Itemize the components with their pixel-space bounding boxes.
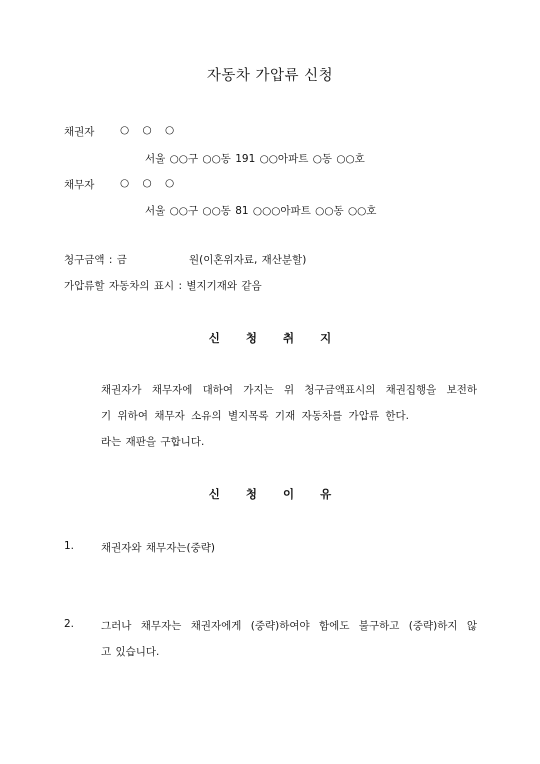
claim-amount-value: 원(이혼위자료, 재산분할) [189, 254, 307, 266]
purpose-line-1: 채권자가 채무자에 대하여 가지는 위 청구금액표시의 채권집행을 보전하 [101, 384, 477, 396]
creditor-address: 서울 ○○구 ○○동 191 ○○아파트 ○동 ○○호 [145, 153, 365, 165]
debtor-name: ○ ○ ○ [120, 177, 175, 189]
vehicle-display: 가압류할 자동차의 표시 : 별지기재와 같음 [64, 280, 262, 292]
reason-2-line-2: 고 있습니다. [101, 646, 160, 658]
claim-amount-label: 청구금액 : 금 [64, 254, 127, 266]
reason-1-number: 1. [64, 540, 75, 552]
reason-1-text: 채권자와 채무자는(중략) [101, 542, 215, 554]
purpose-line-2: 기 위하여 채무자 소유의 별지목록 기재 자동차를 가압류 한다. [101, 410, 409, 422]
purpose-heading: 신 청 취 지 [208, 331, 332, 345]
creditor-name: ○ ○ ○ [120, 124, 175, 136]
reason-2-line-1: 그러나 채무자는 채권자에게 (중략)하여야 함에도 불구하고 (중략)하지 않 [101, 620, 477, 632]
creditor-label: 채권자 [64, 126, 95, 138]
debtor-label: 채무자 [64, 179, 95, 191]
document-title: 자동차 가압류 신청 [206, 68, 334, 84]
debtor-address: 서울 ○○구 ○○동 81 ○○○아파트 ○○동 ○○호 [145, 205, 377, 217]
reason-2-number: 2. [64, 618, 75, 630]
reasons-heading: 신 청 이 유 [208, 487, 332, 501]
purpose-line-3: 라는 재판을 구합니다. [101, 436, 205, 448]
